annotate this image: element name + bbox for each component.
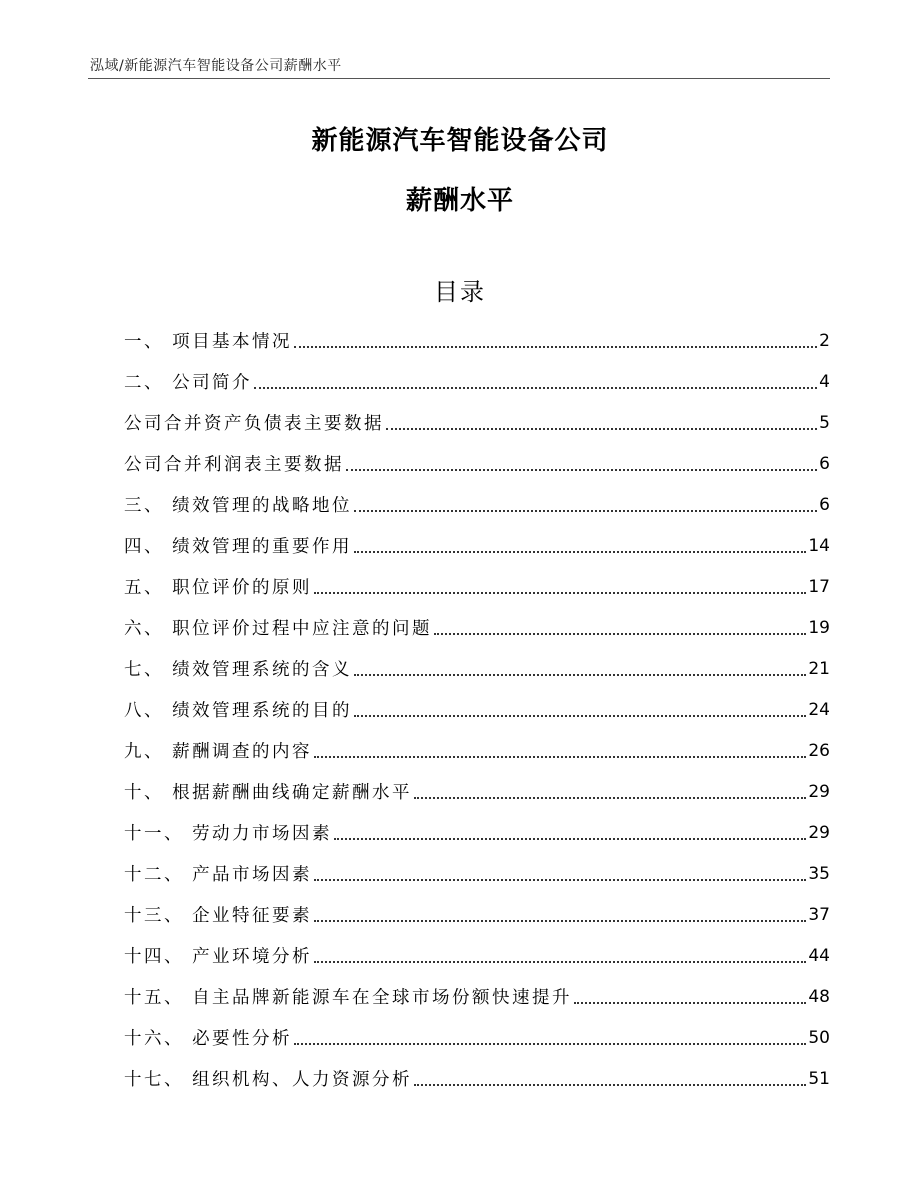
toc-entry[interactable] <box>124 976 830 1017</box>
toc-entry[interactable] <box>124 607 830 648</box>
toc-dot-leader <box>574 1001 806 1004</box>
toc-entry-page: 6 <box>819 494 830 515</box>
toc-entry-page: 4 <box>819 371 830 392</box>
toc-entry[interactable] <box>124 771 830 812</box>
toc-entry[interactable] <box>124 1058 830 1099</box>
toc-dot-leader <box>346 468 817 471</box>
toc-entry-page: 29 <box>808 822 830 843</box>
toc-entry-label: 十、 根据薪酬曲线确定薪酬水平 <box>124 783 413 803</box>
toc-dot-leader <box>314 919 806 922</box>
toc-entry-label: 三、 绩效管理的战略地位 <box>124 496 353 516</box>
toc-entry-page: 29 <box>808 781 830 802</box>
document-subtitle: 薪酬水平 <box>405 186 514 216</box>
toc-dot-leader <box>386 427 817 430</box>
toc-entry[interactable] <box>124 443 830 484</box>
toc-entry-page: 2 <box>819 330 830 351</box>
toc-entry-label: 公司合并利润表主要数据 <box>124 455 344 475</box>
toc-entry[interactable] <box>124 812 830 853</box>
document-title: 新能源汽车智能设备公司 <box>311 126 609 156</box>
toc-entry[interactable] <box>124 566 830 607</box>
toc-entry[interactable] <box>124 894 830 935</box>
toc-dot-leader <box>314 878 806 881</box>
toc-entry-page: 14 <box>808 535 830 556</box>
toc-entry[interactable] <box>124 648 830 689</box>
toc-entry-label: 公司合并资产负债表主要数据 <box>124 414 384 434</box>
toc-entry-label: 五、 职位评价的原则 <box>124 578 313 598</box>
toc-entry-page: 37 <box>808 904 830 925</box>
toc-dot-leader <box>354 673 806 676</box>
running-header: 泓域/新能源汽车智能设备公司薪酬水平 <box>90 58 342 74</box>
toc-entry-page: 51 <box>808 1068 830 1089</box>
toc-entry-page: 19 <box>808 617 830 638</box>
toc-entry-page: 26 <box>808 740 830 761</box>
toc-entry-label: 十三、 企业特征要素 <box>124 906 313 926</box>
toc-dot-leader <box>314 591 806 594</box>
table-of-contents <box>124 320 830 1099</box>
header-rule <box>88 78 830 79</box>
toc-entry-label: 十二、 产品市场因素 <box>124 865 313 885</box>
toc-entry-page: 5 <box>819 412 830 433</box>
toc-dot-leader <box>434 632 806 635</box>
toc-entry[interactable] <box>124 730 830 771</box>
toc-entry-label: 七、 绩效管理系统的含义 <box>124 660 353 680</box>
toc-entry-page: 24 <box>808 699 830 720</box>
toc-dot-leader <box>414 796 806 799</box>
toc-dot-leader <box>314 960 806 963</box>
toc-entry[interactable] <box>124 935 830 976</box>
toc-entry[interactable] <box>124 484 830 525</box>
toc-entry-page: 35 <box>808 863 830 884</box>
toc-entry-label: 十五、 自主品牌新能源车在全球市场份额快速提升 <box>124 988 573 1008</box>
toc-entry-label: 二、 公司简介 <box>124 373 253 393</box>
toc-dot-leader <box>354 509 817 512</box>
toc-entry-page: 21 <box>808 658 830 679</box>
toc-entry[interactable] <box>124 689 830 730</box>
toc-entry[interactable] <box>124 361 830 402</box>
toc-dot-leader <box>294 1042 806 1045</box>
toc-dot-leader <box>314 755 806 758</box>
toc-dot-leader <box>294 345 817 348</box>
toc-entry-label: 四、 绩效管理的重要作用 <box>124 537 353 557</box>
toc-entry-label: 一、 项目基本情况 <box>124 332 293 352</box>
toc-entry-label: 十一、 劳动力市场因素 <box>124 824 333 844</box>
toc-dot-leader <box>254 386 817 389</box>
toc-entry-page: 6 <box>819 453 830 474</box>
toc-entry-label: 八、 绩效管理系统的目的 <box>124 701 353 721</box>
toc-entry-label: 十六、 必要性分析 <box>124 1029 293 1049</box>
toc-entry-label: 六、 职位评价过程中应注意的问题 <box>124 619 433 639</box>
toc-dot-leader <box>414 1083 806 1086</box>
toc-heading: 目录 <box>434 278 486 306</box>
toc-entry[interactable] <box>124 1017 830 1058</box>
toc-entry-page: 44 <box>808 945 830 966</box>
toc-entry-page: 48 <box>808 986 830 1007</box>
toc-entry-label: 十四、 产业环境分析 <box>124 947 313 967</box>
toc-entry-page: 17 <box>808 576 830 597</box>
toc-dot-leader <box>354 550 806 553</box>
toc-entry[interactable] <box>124 402 830 443</box>
toc-entry-label: 九、 薪酬调查的内容 <box>124 742 313 762</box>
toc-entry[interactable] <box>124 853 830 894</box>
toc-dot-leader <box>334 837 806 840</box>
toc-entry-page: 50 <box>808 1027 830 1048</box>
toc-dot-leader <box>354 714 806 717</box>
toc-entry[interactable] <box>124 525 830 566</box>
toc-entry[interactable] <box>124 320 830 361</box>
toc-entry-label: 十七、 组织机构、人力资源分析 <box>124 1070 413 1090</box>
